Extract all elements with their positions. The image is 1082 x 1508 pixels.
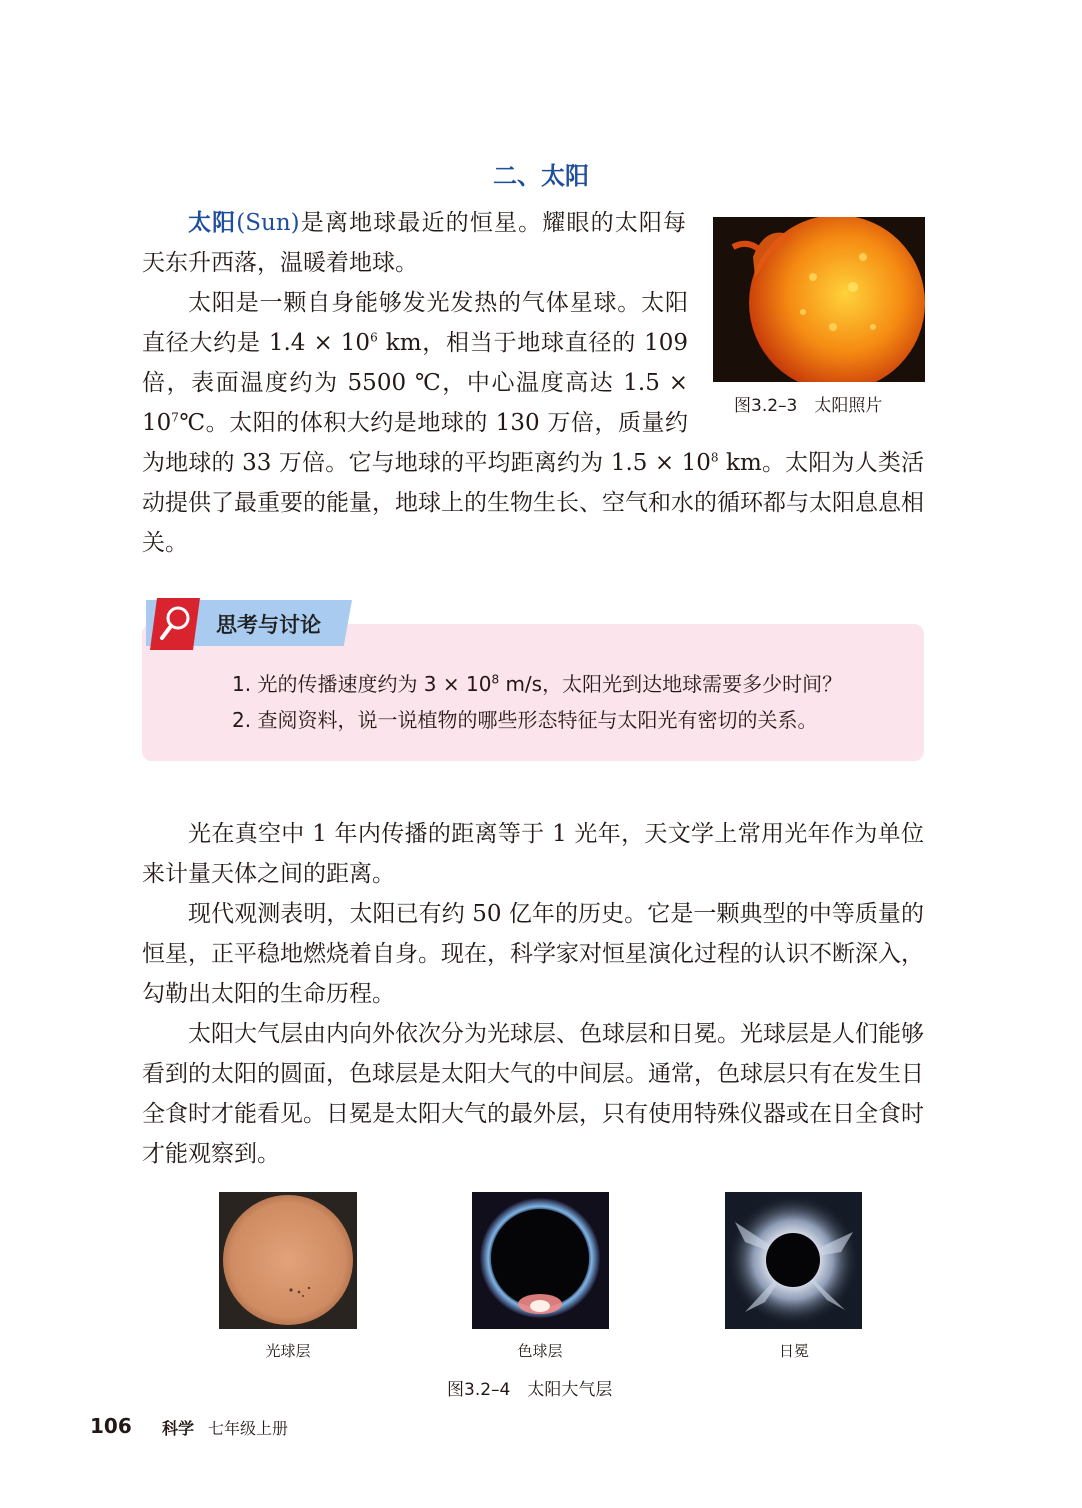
corona-photo [725, 1192, 862, 1329]
book-title [162, 1416, 288, 1439]
paragraph-2 [142, 283, 924, 563]
question-1 [232, 668, 842, 697]
figure-caption-sun: 图3.2–3 太阳照片 [734, 396, 883, 416]
book-grade: 七年级上册 [208, 1419, 289, 1438]
keyword-sun: 太阳 [188, 210, 237, 236]
paragraph-1-text: 是离地球最近的恒星。耀眼的太阳每天东升西落，温暖着地球。 [142, 210, 687, 276]
p2-part-b: km，相当于地球直径的 109 倍，表面温度约为 5500 ℃，中心温度高达 1.5 × 10 [142, 330, 688, 436]
photosphere-photo [219, 1192, 357, 1329]
discussion-title: 思考与讨论 [216, 613, 321, 637]
paragraph-4: 现代观测表明，太阳已有约 50 亿年的历史。它是一颗典型的中等质量的恒星，正平稳地燃烧着自身。现在，科学家对恒星演化过程的认识不断深入，勾勒出太阳的生命历程。 [142, 901, 924, 1007]
chromosphere-photo [472, 1192, 609, 1329]
question-1-part-a: 1. 光的传播速度约为 3 × 10 [232, 672, 492, 696]
book-subject: 科学 [162, 1419, 195, 1438]
term-sun: Sun [245, 210, 291, 236]
page-number: 106 [90, 1414, 132, 1438]
question-1-part-b: m/s，太阳光到达地球需要多少时间？ [499, 672, 843, 696]
magnifier-icon [150, 598, 200, 650]
p2-exp-a: 6 [370, 330, 378, 345]
photo-label-chromosphere: 色球层 [517, 1342, 563, 1360]
question-1-exp: 8 [491, 672, 500, 687]
photo-label-photosphere: 光球层 [265, 1342, 311, 1360]
p2-part-d: km。太阳为人类活动提供了最重要的能量，地球上的生物生长、空气和水的循环都与太阳息息相关。 [142, 450, 925, 556]
figure-caption-atmosphere: 图3.2–4 太阳大气层 [447, 1380, 613, 1400]
paragraph-3: 光在真空中 1 年内传播的距离等于 1 光年，天文学上常用光年作为单位来计量天体之间的距离。 [142, 821, 924, 887]
paren-open: ( [236, 210, 246, 236]
paragraph-1 [142, 203, 686, 283]
p2-part-a: 太阳是一颗自身能够发光发热的气体星球。太阳直径大约是 1.4 × 10 [142, 290, 688, 356]
paragraph-5: 太阳大气层由内向外依次分为光球层、色球层和日冕。光球层是人们能够看到的太阳的圆面，色球层是太阳大气的中间层。通常，色球层只有在发生日全食时才能看见。日冕是太阳大气的最外层，只有使用特殊仪器或在日全食时才能观察到。 [142, 1021, 924, 1167]
p2-part-c: ℃。太阳的体积大约是地球的 130 万倍，质量约为地球的 33 万倍。它与地球的平均距离约为 1.5 × 10 [142, 410, 711, 476]
question-2: 2. 查阅资料，说一说植物的哪些形态特征与太阳光有密切的关系。 [232, 708, 818, 732]
paren-close: ) [290, 210, 300, 236]
p2-exp-b: 7 [171, 410, 179, 425]
p2-exp-c: 8 [710, 450, 719, 465]
section-title: 二、太阳 [493, 162, 589, 190]
photo-label-corona: 日冕 [778, 1342, 809, 1360]
